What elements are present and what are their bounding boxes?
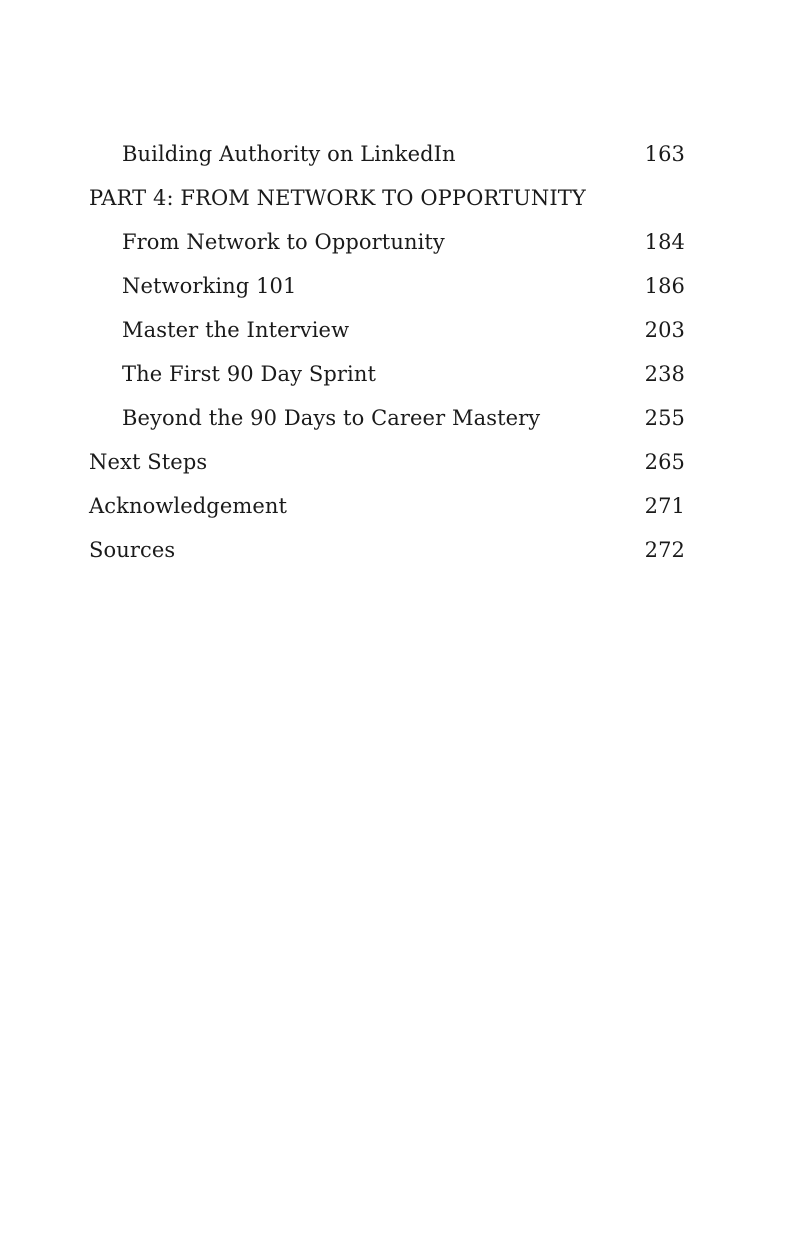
toc-entry-master-the-interview[interactable]: [89, 308, 685, 352]
toc-entry-from-network-to-opportunity[interactable]: [89, 220, 685, 264]
table-of-contents: [89, 132, 685, 572]
toc-entry-networking-101[interactable]: [89, 264, 685, 308]
toc-entry-page-number: 203: [644, 318, 685, 342]
toc-entry-page-number: 272: [644, 538, 685, 562]
toc-entry-title: From Network to Opportunity: [122, 230, 445, 254]
toc-entry-beyond-the-90-days[interactable]: [89, 396, 685, 440]
toc-entry-title: Beyond the 90 Days to Career Mastery: [122, 406, 541, 430]
toc-entry-page-number: 186: [644, 274, 685, 298]
toc-entry-page-number: 255: [644, 406, 685, 430]
toc-entry-title: Sources: [89, 538, 176, 562]
toc-entry-page-number: 163: [644, 142, 685, 166]
toc-entry-title: Next Steps: [89, 450, 208, 474]
toc-entry-title: Master the Interview: [122, 318, 350, 342]
toc-entry-title: The First 90 Day Sprint: [122, 362, 376, 386]
toc-entry-title: Building Authority on LinkedIn: [122, 142, 456, 166]
toc-entry-next-steps[interactable]: [89, 440, 685, 484]
toc-entry-title: Networking 101: [122, 274, 297, 298]
toc-entry-page-number: 271: [644, 494, 685, 518]
toc-entry-title: Acknowledgement: [89, 494, 288, 518]
toc-entry-page-number: 265: [644, 450, 685, 474]
toc-entry-sources[interactable]: [89, 528, 685, 572]
toc-part-heading-part-4: [89, 176, 685, 220]
toc-entry-page-number: 184: [644, 230, 685, 254]
toc-entry-the-first-90-day-sprint[interactable]: [89, 352, 685, 396]
toc-entry-page-number: 238: [644, 362, 685, 386]
toc-part-title: PART 4: FROM NETWORK TO OPPORTUNITY: [89, 186, 586, 210]
toc-entry-building-authority-on-linkedin[interactable]: [89, 132, 685, 176]
toc-entry-acknowledgement[interactable]: [89, 484, 685, 528]
